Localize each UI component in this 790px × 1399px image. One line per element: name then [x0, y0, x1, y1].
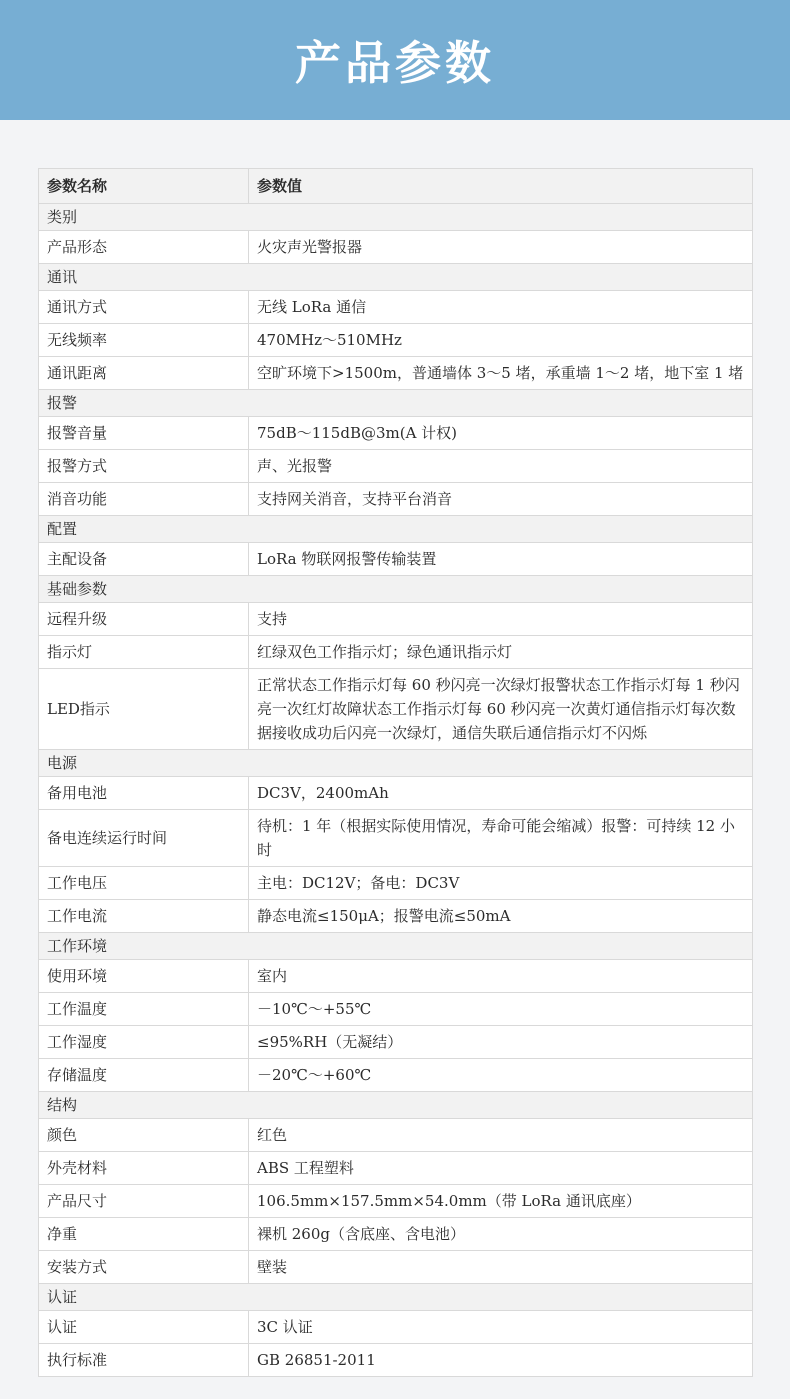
param-value: LoRa 物联网报警传输装置 — [249, 543, 753, 576]
param-value: DC3V，2400mAh — [249, 777, 753, 810]
param-value: 支持 — [249, 603, 753, 636]
table-row — [39, 324, 753, 357]
table-row — [39, 450, 753, 483]
table-row — [39, 1251, 753, 1284]
param-value: GB 26851-2011 — [249, 1344, 753, 1377]
table-row — [39, 1119, 753, 1152]
category-row — [39, 933, 753, 960]
table-row — [39, 291, 753, 324]
spec-table — [38, 168, 753, 1377]
param-value: 470MHz～510MHz — [249, 324, 753, 357]
param-value: 3C 认证 — [249, 1311, 753, 1344]
category-row — [39, 1284, 753, 1311]
table-row — [39, 1185, 753, 1218]
param-name: 产品尺寸 — [39, 1185, 249, 1218]
table-row — [39, 669, 753, 750]
table-row — [39, 867, 753, 900]
table-row — [39, 1218, 753, 1251]
column-header-name: 参数名称 — [39, 169, 249, 204]
category-row — [39, 516, 753, 543]
category-label: 配置 — [39, 516, 753, 543]
param-name: 颜色 — [39, 1119, 249, 1152]
param-name: 通讯方式 — [39, 291, 249, 324]
param-name: 无线频率 — [39, 324, 249, 357]
param-value: 空旷环境下>1500m，普通墙体 3～5 堵，承重墙 1～2 堵，地下室 1 堵 — [249, 357, 753, 390]
param-value: 静态电流≤150μA；报警电流≤50mA — [249, 900, 753, 933]
category-row — [39, 390, 753, 417]
param-value: －10℃～+55℃ — [249, 993, 753, 1026]
param-value: 正常状态工作指示灯每 60 秒闪亮一次绿灯报警状态工作指示灯每 1 秒闪亮一次红灯故障状态工作指示灯每 60 秒闪亮一次黄灯通信指示灯每次数据接收成功后闪亮一次绿灯，通信失联后通信指示灯不闪烁 — [249, 669, 753, 750]
column-header-value: 参数值 — [249, 169, 753, 204]
table-row — [39, 231, 753, 264]
category-label: 工作环境 — [39, 933, 753, 960]
param-value: －20℃～+60℃ — [249, 1059, 753, 1092]
param-value: 红绿双色工作指示灯；绿色通讯指示灯 — [249, 636, 753, 669]
param-name: 报警音量 — [39, 417, 249, 450]
param-value: 主电：DC12V；备电：DC3V — [249, 867, 753, 900]
param-name: 主配设备 — [39, 543, 249, 576]
table-row — [39, 1311, 753, 1344]
param-value: 支持网关消音，支持平台消音 — [249, 483, 753, 516]
param-name: 安装方式 — [39, 1251, 249, 1284]
table-row — [39, 357, 753, 390]
param-name: 执行标准 — [39, 1344, 249, 1377]
table-row — [39, 417, 753, 450]
param-value: ≤95%RH（无凝结） — [249, 1026, 753, 1059]
table-row — [39, 810, 753, 867]
param-value: 红色 — [249, 1119, 753, 1152]
category-label: 认证 — [39, 1284, 753, 1311]
category-row — [39, 576, 753, 603]
category-label: 报警 — [39, 390, 753, 417]
category-label: 结构 — [39, 1092, 753, 1119]
param-value: 火灾声光警报器 — [249, 231, 753, 264]
param-name: 工作电压 — [39, 867, 249, 900]
table-row — [39, 1344, 753, 1377]
param-value: 裸机 260g（含底座、含电池） — [249, 1218, 753, 1251]
table-row — [39, 543, 753, 576]
header-banner — [0, 0, 790, 120]
param-name: 外壳材料 — [39, 1152, 249, 1185]
param-name: 存储温度 — [39, 1059, 249, 1092]
param-name: 消音功能 — [39, 483, 249, 516]
param-value: 室内 — [249, 960, 753, 993]
param-value: 待机：1 年（根据实际使用情况，寿命可能会缩减）报警：可持续 12 小时 — [249, 810, 753, 867]
table-row — [39, 777, 753, 810]
param-name: 工作温度 — [39, 993, 249, 1026]
param-name: 备电连续运行时间 — [39, 810, 249, 867]
param-name: 工作电流 — [39, 900, 249, 933]
param-name: 使用环境 — [39, 960, 249, 993]
param-value: 壁装 — [249, 1251, 753, 1284]
param-name: 产品形态 — [39, 231, 249, 264]
category-label: 类别 — [39, 204, 753, 231]
table-row — [39, 483, 753, 516]
table-row — [39, 1152, 753, 1185]
category-label: 基础参数 — [39, 576, 753, 603]
param-name: 报警方式 — [39, 450, 249, 483]
table-header-row — [39, 169, 753, 204]
category-label: 通讯 — [39, 264, 753, 291]
table-row — [39, 900, 753, 933]
category-row — [39, 750, 753, 777]
table-row — [39, 636, 753, 669]
category-row — [39, 1092, 753, 1119]
param-name: 远程升级 — [39, 603, 249, 636]
table-row — [39, 603, 753, 636]
param-name: 认证 — [39, 1311, 249, 1344]
category-row — [39, 264, 753, 291]
param-value: 声、光报警 — [249, 450, 753, 483]
table-row — [39, 1059, 753, 1092]
table-row — [39, 1026, 753, 1059]
table-row — [39, 993, 753, 1026]
param-value: 无线 LoRa 通信 — [249, 291, 753, 324]
param-value: 106.5mm×157.5mm×54.0mm（带 LoRa 通讯底座） — [249, 1185, 753, 1218]
param-name: 备用电池 — [39, 777, 249, 810]
param-value: ABS 工程塑料 — [249, 1152, 753, 1185]
param-name: 通讯距离 — [39, 357, 249, 390]
param-name: 净重 — [39, 1218, 249, 1251]
param-name: 工作湿度 — [39, 1026, 249, 1059]
param-name: LED指示 — [39, 669, 249, 750]
spec-table-body — [39, 169, 753, 1377]
spec-table-container — [38, 168, 752, 1377]
category-label: 电源 — [39, 750, 753, 777]
param-value: 75dB～115dB@3m(A 计权) — [249, 417, 753, 450]
param-name: 指示灯 — [39, 636, 249, 669]
page-title: 产品参数 — [295, 36, 495, 90]
table-row — [39, 960, 753, 993]
category-row — [39, 204, 753, 231]
